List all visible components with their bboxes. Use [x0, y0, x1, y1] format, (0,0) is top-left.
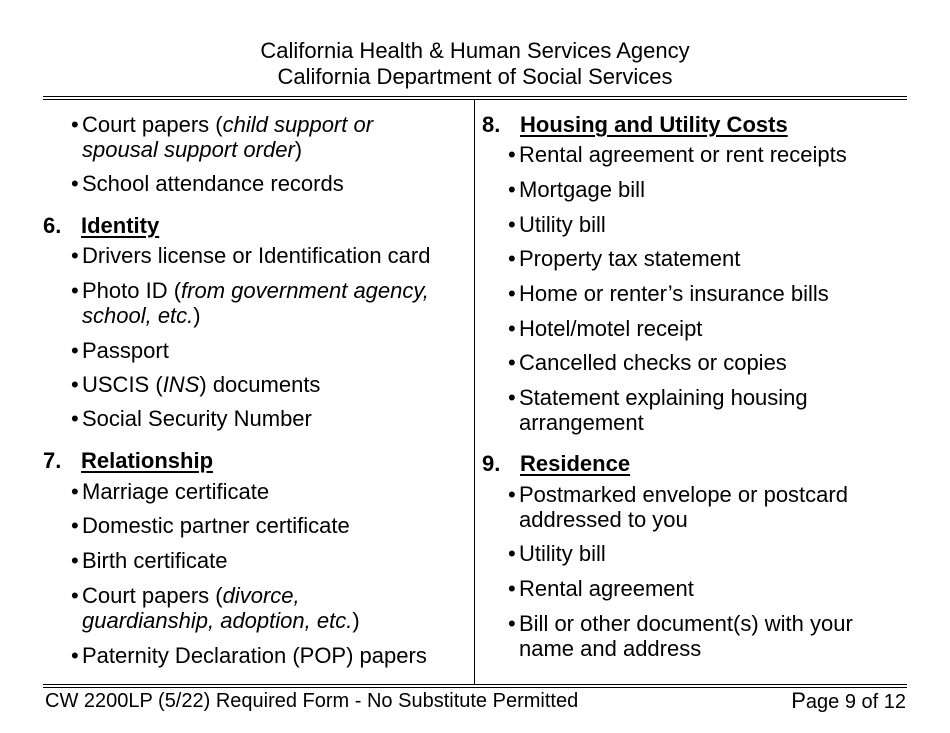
bullet-icon: • — [71, 583, 79, 608]
bullet-icon: • — [71, 112, 79, 137]
list-item-rental-receipts: • Rental agreement or rent receipts — [508, 142, 847, 167]
header-rule-inner — [43, 99, 907, 100]
bullet-icon: • — [508, 482, 516, 507]
agency-header — [0, 38, 950, 90]
list-item-property-tax: • Property tax statement — [508, 246, 741, 271]
list-item-hotel: • Hotel/motel receipt — [508, 316, 703, 341]
form-id: CW 2200LP (5/22) Required Form - No Substitute Permitted — [45, 690, 579, 712]
bullet-icon: • — [508, 611, 516, 636]
bullet-icon: • — [508, 350, 516, 375]
department-name: California Department of Social Services — [277, 64, 673, 89]
list-item-checks: • Cancelled checks or copies — [508, 350, 787, 375]
list-item-photo-id: • Photo ID (from government agency, school, etc.) — [71, 278, 429, 328]
section-heading-housing: 8. Housing and Utility Costs — [482, 112, 788, 137]
list-item-domestic-partner: • Domestic partner certificate — [71, 513, 350, 538]
list-item-marriage: • Marriage certificate — [71, 479, 270, 504]
section-heading-identity: 6. Identity — [43, 213, 160, 238]
bullet-icon: • — [508, 576, 516, 601]
page-number: Page 9 of 12 — [791, 688, 906, 713]
list-item-postmarked-envelope: • Postmarked envelope or postcard addressed to you — [508, 482, 848, 532]
section-heading-relationship: 7. Relationship — [43, 448, 214, 473]
bullet-icon: • — [71, 171, 79, 196]
bullet-icon: • — [508, 142, 516, 167]
bullet-icon: • — [508, 281, 516, 306]
bullet-icon: • — [71, 643, 79, 668]
bullet-icon: • — [71, 548, 79, 573]
bullet-icon: • — [508, 316, 516, 341]
list-item-bill-with-address: • Bill or other document(s) with your name and address — [508, 611, 853, 661]
list-item-birth: • Birth certificate — [71, 548, 228, 573]
bullet-icon: • — [71, 479, 79, 504]
footer-rule-inner — [43, 687, 907, 688]
list-item-mortgage: • Mortgage bill — [508, 177, 645, 202]
bullet-icon: • — [508, 385, 516, 410]
list-item-passport: • Passport — [71, 338, 169, 363]
list-item-court-papers-support: • Court papers (child support or spousal support order) — [71, 112, 374, 162]
bullet-icon: • — [71, 278, 79, 303]
section-heading-residence: 9. Residence — [482, 451, 631, 476]
list-item-uscis: • USCIS (INS) documents — [71, 372, 321, 397]
bullet-icon: • — [71, 513, 79, 538]
list-item-insurance: • Home or renter’s insurance bills — [508, 281, 829, 306]
list-item-utility-bill: • Utility bill — [508, 212, 606, 237]
list-item-residence-rental: • Rental agreement — [508, 576, 694, 601]
bullet-icon: • — [508, 246, 516, 271]
agency-name: California Health & Human Services Agency — [260, 38, 690, 63]
header-rule — [43, 96, 907, 97]
list-item-drivers-license: • Drivers license or Identification card — [71, 243, 431, 268]
bullet-icon: • — [508, 177, 516, 202]
bullet-icon: • — [71, 243, 79, 268]
bullet-icon: • — [71, 406, 79, 431]
bullet-icon: • — [508, 212, 516, 237]
list-item-school-records: • School attendance records — [71, 171, 344, 196]
list-item-residence-utility: • Utility bill — [508, 541, 606, 566]
bullet-icon: • — [508, 541, 516, 566]
list-item-housing-statement: • Statement explaining housing arrangement — [508, 385, 808, 435]
list-item-paternity: • Paternity Declaration (POP) papers — [71, 643, 427, 668]
footer-rule — [43, 684, 907, 685]
bullet-icon: • — [71, 372, 79, 397]
bullet-icon: • — [71, 338, 79, 363]
column-divider — [474, 99, 475, 684]
list-item-ssn: • Social Security Number — [71, 406, 312, 431]
list-item-court-papers-divorce: • Court papers (divorce, guardianship, adoption, etc.) — [71, 583, 360, 633]
